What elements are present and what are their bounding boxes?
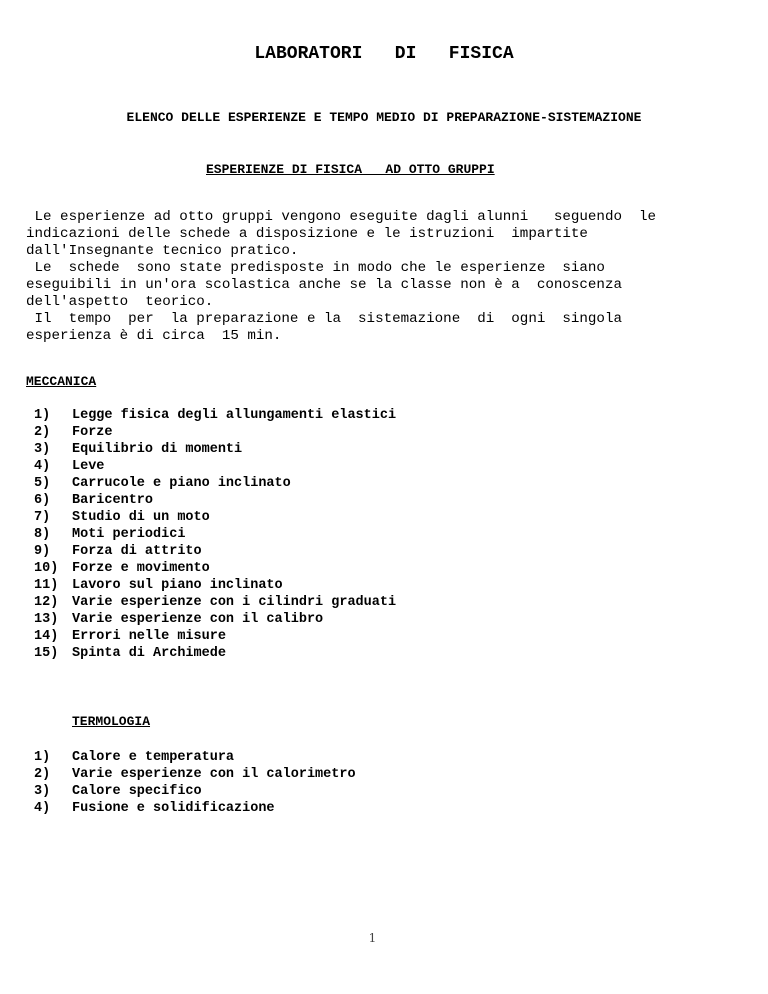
section-heading: ESPERIENZE DI FISICA AD OTTO GRUPPI	[206, 162, 495, 177]
item-number: 3)	[34, 442, 51, 457]
item-label: Varie esperienze con il calibro	[72, 612, 324, 627]
item-label: Studio di un moto	[72, 510, 210, 525]
item-number: 2)	[34, 425, 51, 440]
item-number: 10)	[34, 561, 59, 576]
list-item	[34, 783, 356, 800]
intro-line: Le schede sono state predisposte in modo che le esperienze siano	[26, 260, 605, 276]
meccanica-list	[34, 407, 396, 662]
list-item	[34, 560, 396, 577]
item-label: Forza di attrito	[72, 544, 202, 559]
page-title: LABORATORI DI FISICA	[254, 44, 514, 64]
item-number: 6)	[34, 493, 51, 508]
item-number: 1)	[34, 750, 51, 765]
list-item	[34, 543, 396, 560]
intro-line: eseguibili in un'ora scolastica anche se la classe non è a conoscenza	[26, 277, 622, 293]
item-label: Moti periodici	[72, 527, 186, 542]
item-label: Calore specifico	[72, 784, 202, 799]
list-item	[34, 458, 396, 475]
item-label: Spinta di Archimede	[72, 646, 226, 661]
intro-paragraph	[26, 209, 716, 345]
item-label: Equilibrio di momenti	[72, 442, 243, 457]
meccanica-heading: MECCANICA	[26, 374, 97, 389]
intro-line: Il tempo per la preparazione e la sistemazione di ogni singola	[26, 311, 622, 327]
item-number: 4)	[34, 801, 51, 816]
item-label: Calore e temperatura	[72, 750, 235, 765]
item-label: Leve	[72, 459, 105, 474]
item-number: 4)	[34, 459, 51, 474]
list-item	[34, 424, 396, 441]
list-item	[34, 441, 396, 458]
item-number: 11)	[34, 578, 59, 593]
item-label: Fusione e solidificazione	[72, 801, 275, 816]
list-item	[34, 611, 396, 628]
item-number: 14)	[34, 629, 59, 644]
item-label: Errori nelle misure	[72, 629, 226, 644]
list-item	[34, 577, 396, 594]
page-subtitle: ELENCO DELLE ESPERIENZE E TEMPO MEDIO DI PREPARAZIONE-SISTEMAZIONE	[126, 110, 642, 125]
intro-line: dell'aspetto teorico.	[26, 294, 214, 310]
item-number: 2)	[34, 767, 51, 782]
item-number: 8)	[34, 527, 51, 542]
item-label: Carrucole e piano inclinato	[72, 476, 291, 491]
item-number: 12)	[34, 595, 59, 610]
list-item	[34, 526, 396, 543]
item-number: 7)	[34, 510, 51, 525]
intro-line: Le esperienze ad otto gruppi vengono eseguite dagli alunni seguendo le	[26, 209, 657, 225]
list-item	[34, 509, 396, 526]
item-label: Varie esperienze con il calorimetro	[72, 767, 356, 782]
item-number: 5)	[34, 476, 51, 491]
intro-line: dall'Insegnante tecnico pratico.	[26, 243, 299, 259]
intro-line: esperienza è di circa 15 min.	[26, 328, 282, 344]
termologia-heading: TERMOLOGIA	[72, 714, 151, 729]
termologia-list	[34, 749, 356, 817]
list-item	[34, 766, 356, 783]
item-label: Baricentro	[72, 493, 154, 508]
item-label: Forze e movimento	[72, 561, 210, 576]
page-number: 1	[368, 931, 377, 945]
item-number: 13)	[34, 612, 59, 627]
item-number: 9)	[34, 544, 51, 559]
list-item	[34, 594, 396, 611]
intro-line: indicazioni delle schede a disposizione e le istruzioni impartite	[26, 226, 588, 242]
list-item	[34, 749, 356, 766]
list-item	[34, 800, 356, 817]
item-label: Lavoro sul piano inclinato	[72, 578, 283, 593]
list-item	[34, 492, 396, 509]
item-label: Varie esperienze con i cilindri graduati	[72, 595, 397, 610]
item-label: Legge fisica degli allungamenti elastici	[72, 408, 397, 423]
list-item	[34, 475, 396, 492]
list-item	[34, 628, 396, 645]
item-label: Forze	[72, 425, 113, 440]
list-item	[34, 645, 396, 662]
list-item	[34, 407, 396, 424]
item-number: 3)	[34, 784, 51, 799]
item-number: 1)	[34, 408, 51, 423]
item-number: 15)	[34, 646, 59, 661]
